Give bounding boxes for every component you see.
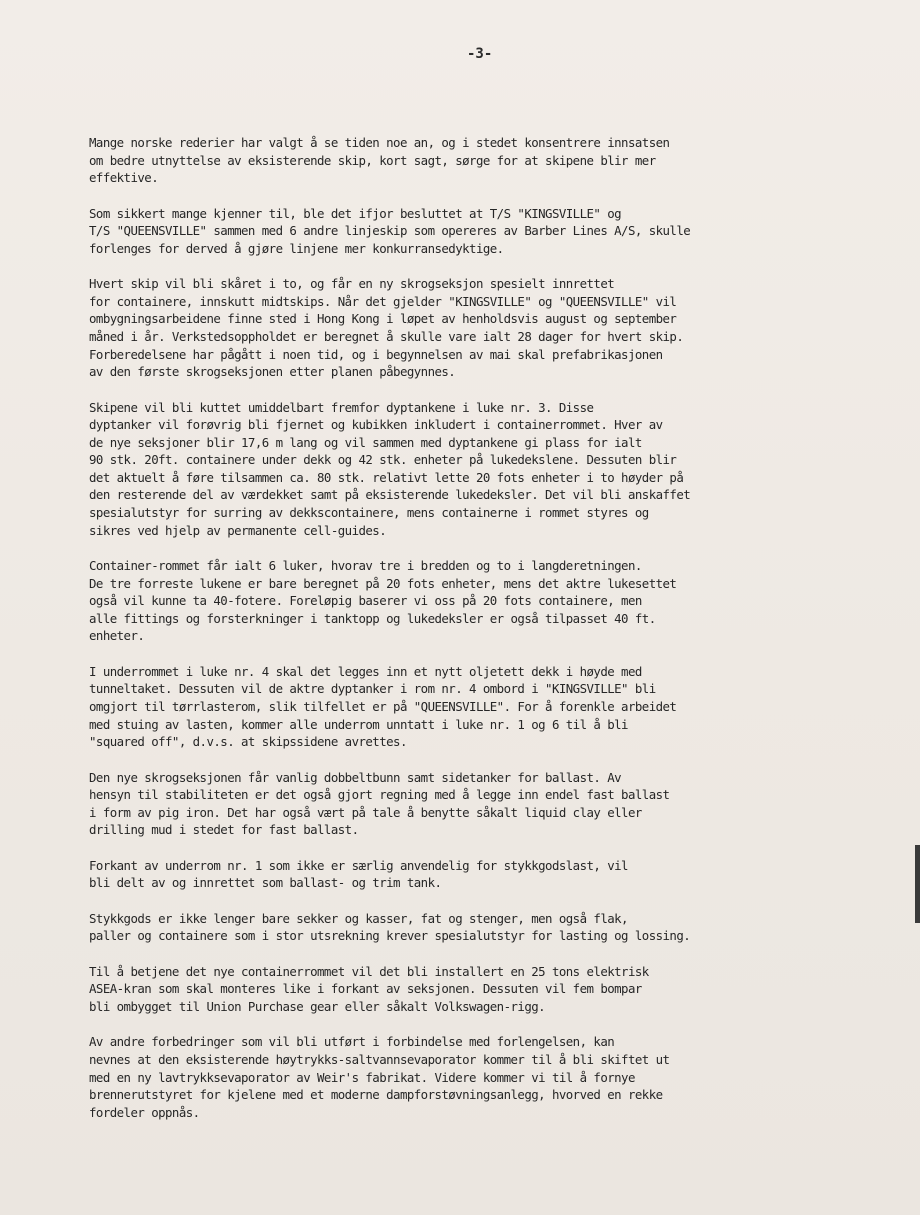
text-line: Mange norske rederier har valgt å se tiden noe an, og i stedet konsentrere innsatsen (89, 135, 670, 150)
text-line: forlenges for derved å gjøre linjene mer konkurransedyktige. (89, 240, 504, 256)
text-line: måned i år. Verkstedsoppholdet er beregnet å skulle vare ialt 28 dager for hvert skip. (89, 328, 684, 344)
text-line: Forberedelsene har pågått i noen tid, og i begynnelsen av mai skal prefabrikasjonen (89, 346, 663, 362)
text-line: alle fittings og forsterkninger i tanktopp og lukedeksler er også tilpasset 40 ft. (89, 610, 656, 626)
text-line: av den første skrogseksjonen etter planen påbegynnes. (89, 364, 456, 380)
paragraph (89, 205, 915, 258)
paragraph (89, 963, 915, 1016)
text-line: bli delt av og innrettet som ballast- og trim tank. (89, 875, 442, 891)
text-line: I underrommet i luke nr. 4 skal det legges inn et nytt oljetett dekk i høyde med (89, 663, 642, 679)
text-line: Den nye skrogseksjonen får vanlig dobbeltbunn samt sidetanker for ballast. Av (89, 769, 622, 785)
text-line: også vil kunne ta 40-fotere. Foreløpig baserer vi oss på 20 fots containere, men (89, 593, 642, 609)
text-line: ASEA-kran som skal monteres like i forkant av seksjonen. Dessuten vil fem bompar (89, 981, 642, 997)
text-line: om bedre utnyttelse av eksisterende skip, kort sagt, sørge for at skipene blir mer (89, 152, 656, 168)
text-line: fordeler oppnås. (89, 1104, 200, 1120)
scan-edge-mark (915, 845, 920, 923)
text-line: ombygningsarbeidene finne sted i Hong Kong i løpet av henholdsvis august og september (89, 311, 677, 327)
text-line: 90 stk. 20ft. containere under dekk og 42 stk. enheter på lukedekslene. Dessuten blir (89, 452, 677, 468)
text-line: Som sikkert mange kjenner til, ble det ifjor besluttet at T/S "KINGSVILLE" og (89, 205, 622, 221)
text-line: for containere, innskutt midtskips. Når det gjelder "KINGSVILLE" og "QUEENSVILLE" vil (89, 293, 677, 309)
text-line: dyptanker vil forøvrig bli fjernet og kubikken inkludert i containerrommet. Hver av (89, 417, 663, 433)
paragraph (89, 663, 915, 751)
text-line: sikres ved hjelp av permanente cell-guides. (89, 522, 387, 538)
text-line: de nye seksjoner blir 17,6 m lang og vil sammen med dyptankene gi plass for ialt (89, 434, 642, 450)
text-line: nevnes at den eksisterende høytrykks-saltvannsevaporator kommer til å bli skiftet ut (89, 1051, 670, 1067)
text-line: Stykkgods er ikke lenger bare sekker og kasser, fat og stenger, men også flak, (89, 910, 628, 926)
text-line: omgjort til tørrlasterom, slik tilfellet er på "QUEENSVILLE". For å forenkle arbeidet (89, 699, 677, 715)
paragraph (89, 134, 915, 187)
text-line: den resterende del av værdekket samt på eksisterende lukedeksler. Det vil bli anskaffet (89, 487, 691, 503)
text-line: Hvert skip vil bli skåret i to, og får en ny skrogseksjon spesielt innrettet (89, 276, 615, 292)
text-line: tunneltaket. Dessuten vil de aktre dyptanker i rom nr. 4 ombord i "KINGSVILLE" bli (89, 681, 656, 697)
text-line: med en ny lavtrykksevaporator av Weir's fabrikat. Videre kommer vi til å fornye (89, 1069, 635, 1085)
text-line: Av andre forbedringer som vil bli utført i forbindelse med forlengelsen, kan (89, 1034, 615, 1050)
page-number: -3- (467, 46, 493, 62)
text-line: drilling mud i stedet for fast ballast. (89, 822, 359, 838)
text-line: hensyn til stabiliteten er det også gjort regning med å legge inn endel fast ballast (89, 787, 670, 803)
text-line: Forkant av underrom nr. 1 som ikke er særlig anvendelig for stykkgodslast, vil (89, 857, 628, 873)
text-line: "squared off", d.v.s. at skipssidene avrettes. (89, 734, 407, 750)
text-line: effektive. (89, 170, 159, 186)
paragraph (89, 910, 915, 945)
text-line: Container-rommet får ialt 6 luker, hvorav tre i bredden og to i langderetningen. (89, 558, 642, 574)
text-line: Til å betjene det nye containerrommet vil det bli installert en 25 tons elektrisk (89, 963, 649, 979)
text-line: T/S "QUEENSVILLE" sammen med 6 andre linjeskip som opereres av Barber Lines A/S, skulle (89, 223, 691, 239)
body-text (89, 134, 915, 1139)
paragraph (89, 557, 915, 645)
text-line: enheter. (89, 628, 145, 644)
text-line: paller og containere som i stor utsrekning krever spesialutstyr for lasting og lossing. (89, 928, 691, 944)
text-line: spesialutstyr for surring av dekkscontainere, mens containerne i rommet styres og (89, 505, 649, 521)
text-line: Skipene vil bli kuttet umiddelbart fremfor dyptankene i luke nr. 3. Disse (89, 399, 594, 415)
text-line: i form av pig iron. Det har også vært på tale å benytte såkalt liquid clay eller (89, 804, 642, 820)
paragraph (89, 1033, 915, 1121)
paragraph (89, 275, 915, 381)
text-line: De tre forreste lukene er bare beregnet på 20 fots enheter, mens det aktre lukesettet (89, 575, 677, 591)
paragraph (89, 769, 915, 839)
text-line: det aktuelt å føre tilsammen ca. 80 stk. relativt lette 20 fots enheter i to høyder på (89, 469, 684, 485)
text-line: bli ombygget til Union Purchase gear eller såkalt Volkswagen-rigg. (89, 998, 546, 1014)
paragraph (89, 399, 915, 540)
text-line: brennerutstyret for kjelene med et moderne dampforstøvningsanlegg, hvorved en rekke (89, 1087, 663, 1103)
text-line: med stuing av lasten, kommer alle underrom unntatt i luke nr. 1 og 6 til å bli (89, 716, 628, 732)
paragraph (89, 857, 915, 892)
